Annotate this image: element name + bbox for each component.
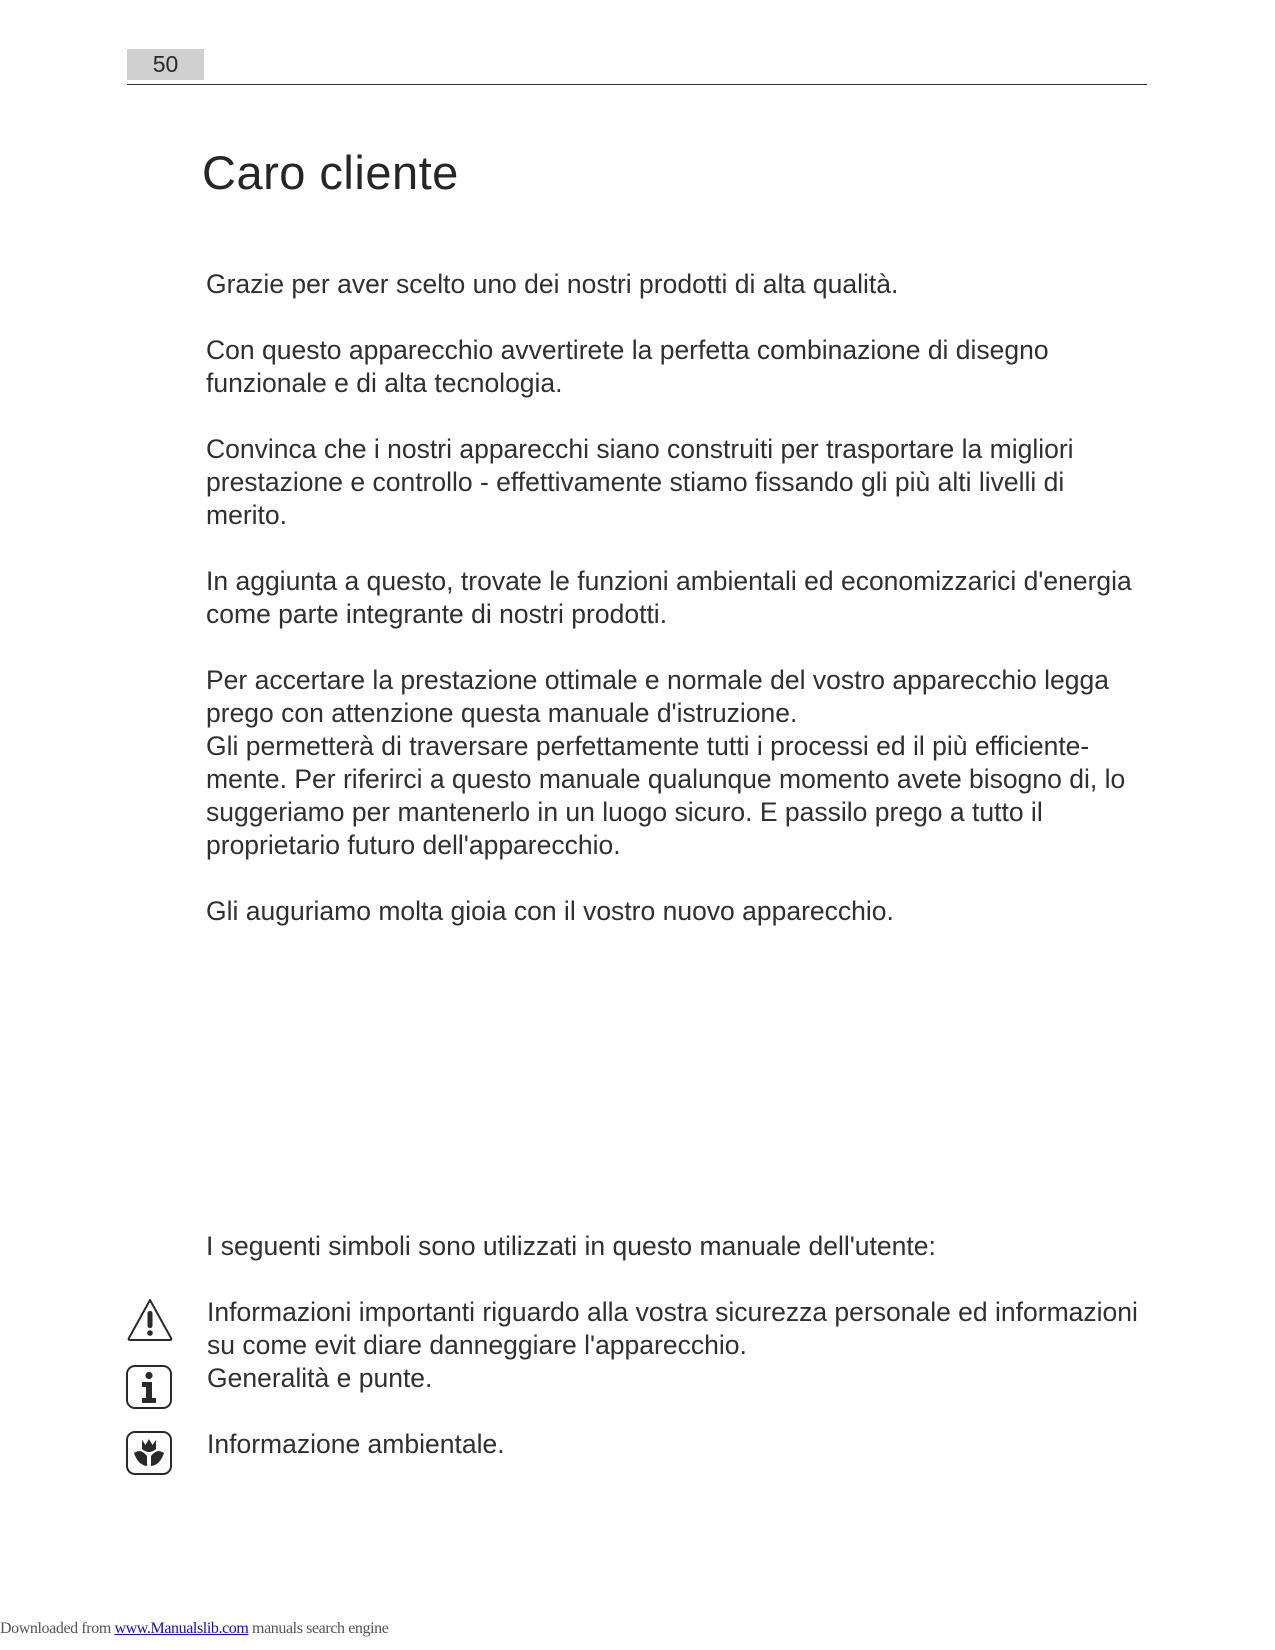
text-line: In aggiunta a questo, trovate le funzioni ambientali ed economizzarici d'energia [206, 566, 1132, 596]
text-line: proprietario futuro dell'apparecchio. [206, 830, 621, 860]
intro-body [206, 268, 1151, 961]
text-line: prego con attenzione questa manuale d'istruzione. [206, 698, 798, 728]
symbol-description [207, 1362, 1152, 1395]
page-title: Caro cliente [202, 146, 459, 199]
text-line: suggeriamo per mantenerlo in un luogo sicuro. E passilo prego a tutto il [206, 797, 1043, 827]
text-line: Con questo apparecchio avvertirete la perfetta combinazione di disegno [206, 335, 1049, 365]
environment-icon [125, 1430, 173, 1476]
footer-prefix: Downloaded from [0, 1620, 115, 1637]
text-line: mente. Per riferirci a questo manuale qualunque momento avete bisogno di, lo [206, 764, 1126, 794]
page-number-badge [127, 49, 204, 80]
text-line: Convinca che i nostri apparecchi siano construiti per trasportare la migliori [206, 434, 1074, 464]
text-line: merito. [206, 500, 287, 530]
text-line: Informazione ambientale. [207, 1429, 505, 1459]
symbol-description [207, 1296, 1152, 1362]
text-line: Gli auguriamo molta gioia con il vostro nuovo apparecchio. [206, 896, 894, 926]
paragraph [206, 565, 1151, 631]
page-number: 50 [152, 51, 179, 77]
text-line: Generalità e punte. [207, 1363, 433, 1393]
warning-triangle-icon [125, 1296, 175, 1344]
paragraph [206, 433, 1151, 532]
text-line: Gli permetterà di traversare perfettamente tutti i processi ed il più efficiente- [206, 731, 1090, 761]
paragraph [206, 895, 1151, 928]
paragraph [206, 268, 1151, 301]
paragraph [206, 334, 1151, 400]
paragraph [206, 730, 1151, 862]
manualslib-link[interactable]: www.Manualslib.com [114, 1620, 249, 1637]
text-line: Informazioni importanti riguardo alla vostra sicurezza personale ed informazioni [207, 1297, 1138, 1327]
header-rule [127, 84, 1147, 85]
download-footer [0, 1620, 388, 1638]
paragraph [206, 664, 1151, 730]
text-line: prestazione e controllo - effettivamente stiamo fissando gli più alti livelli di [206, 467, 1065, 497]
text-line: su come evit diare danneggiare l'apparecchio. [207, 1330, 747, 1360]
text-line: Grazie per aver scelto uno dei nostri prodotti di alta qualità. [206, 269, 899, 299]
symbol-description [207, 1428, 1152, 1461]
text-line: come parte integrante di nostri prodotti. [206, 599, 668, 629]
info-icon [125, 1364, 173, 1410]
text-line: Per accertare la prestazione ottimale e normale del vostro apparecchio legga [206, 665, 1109, 695]
footer-suffix: manuals search engine [248, 1620, 389, 1637]
text-line: funzionale e di alta tecnologia. [206, 368, 563, 398]
symbols-intro: I seguenti simboli sono utilizzati in questo manuale dell'utente: [206, 1231, 936, 1261]
